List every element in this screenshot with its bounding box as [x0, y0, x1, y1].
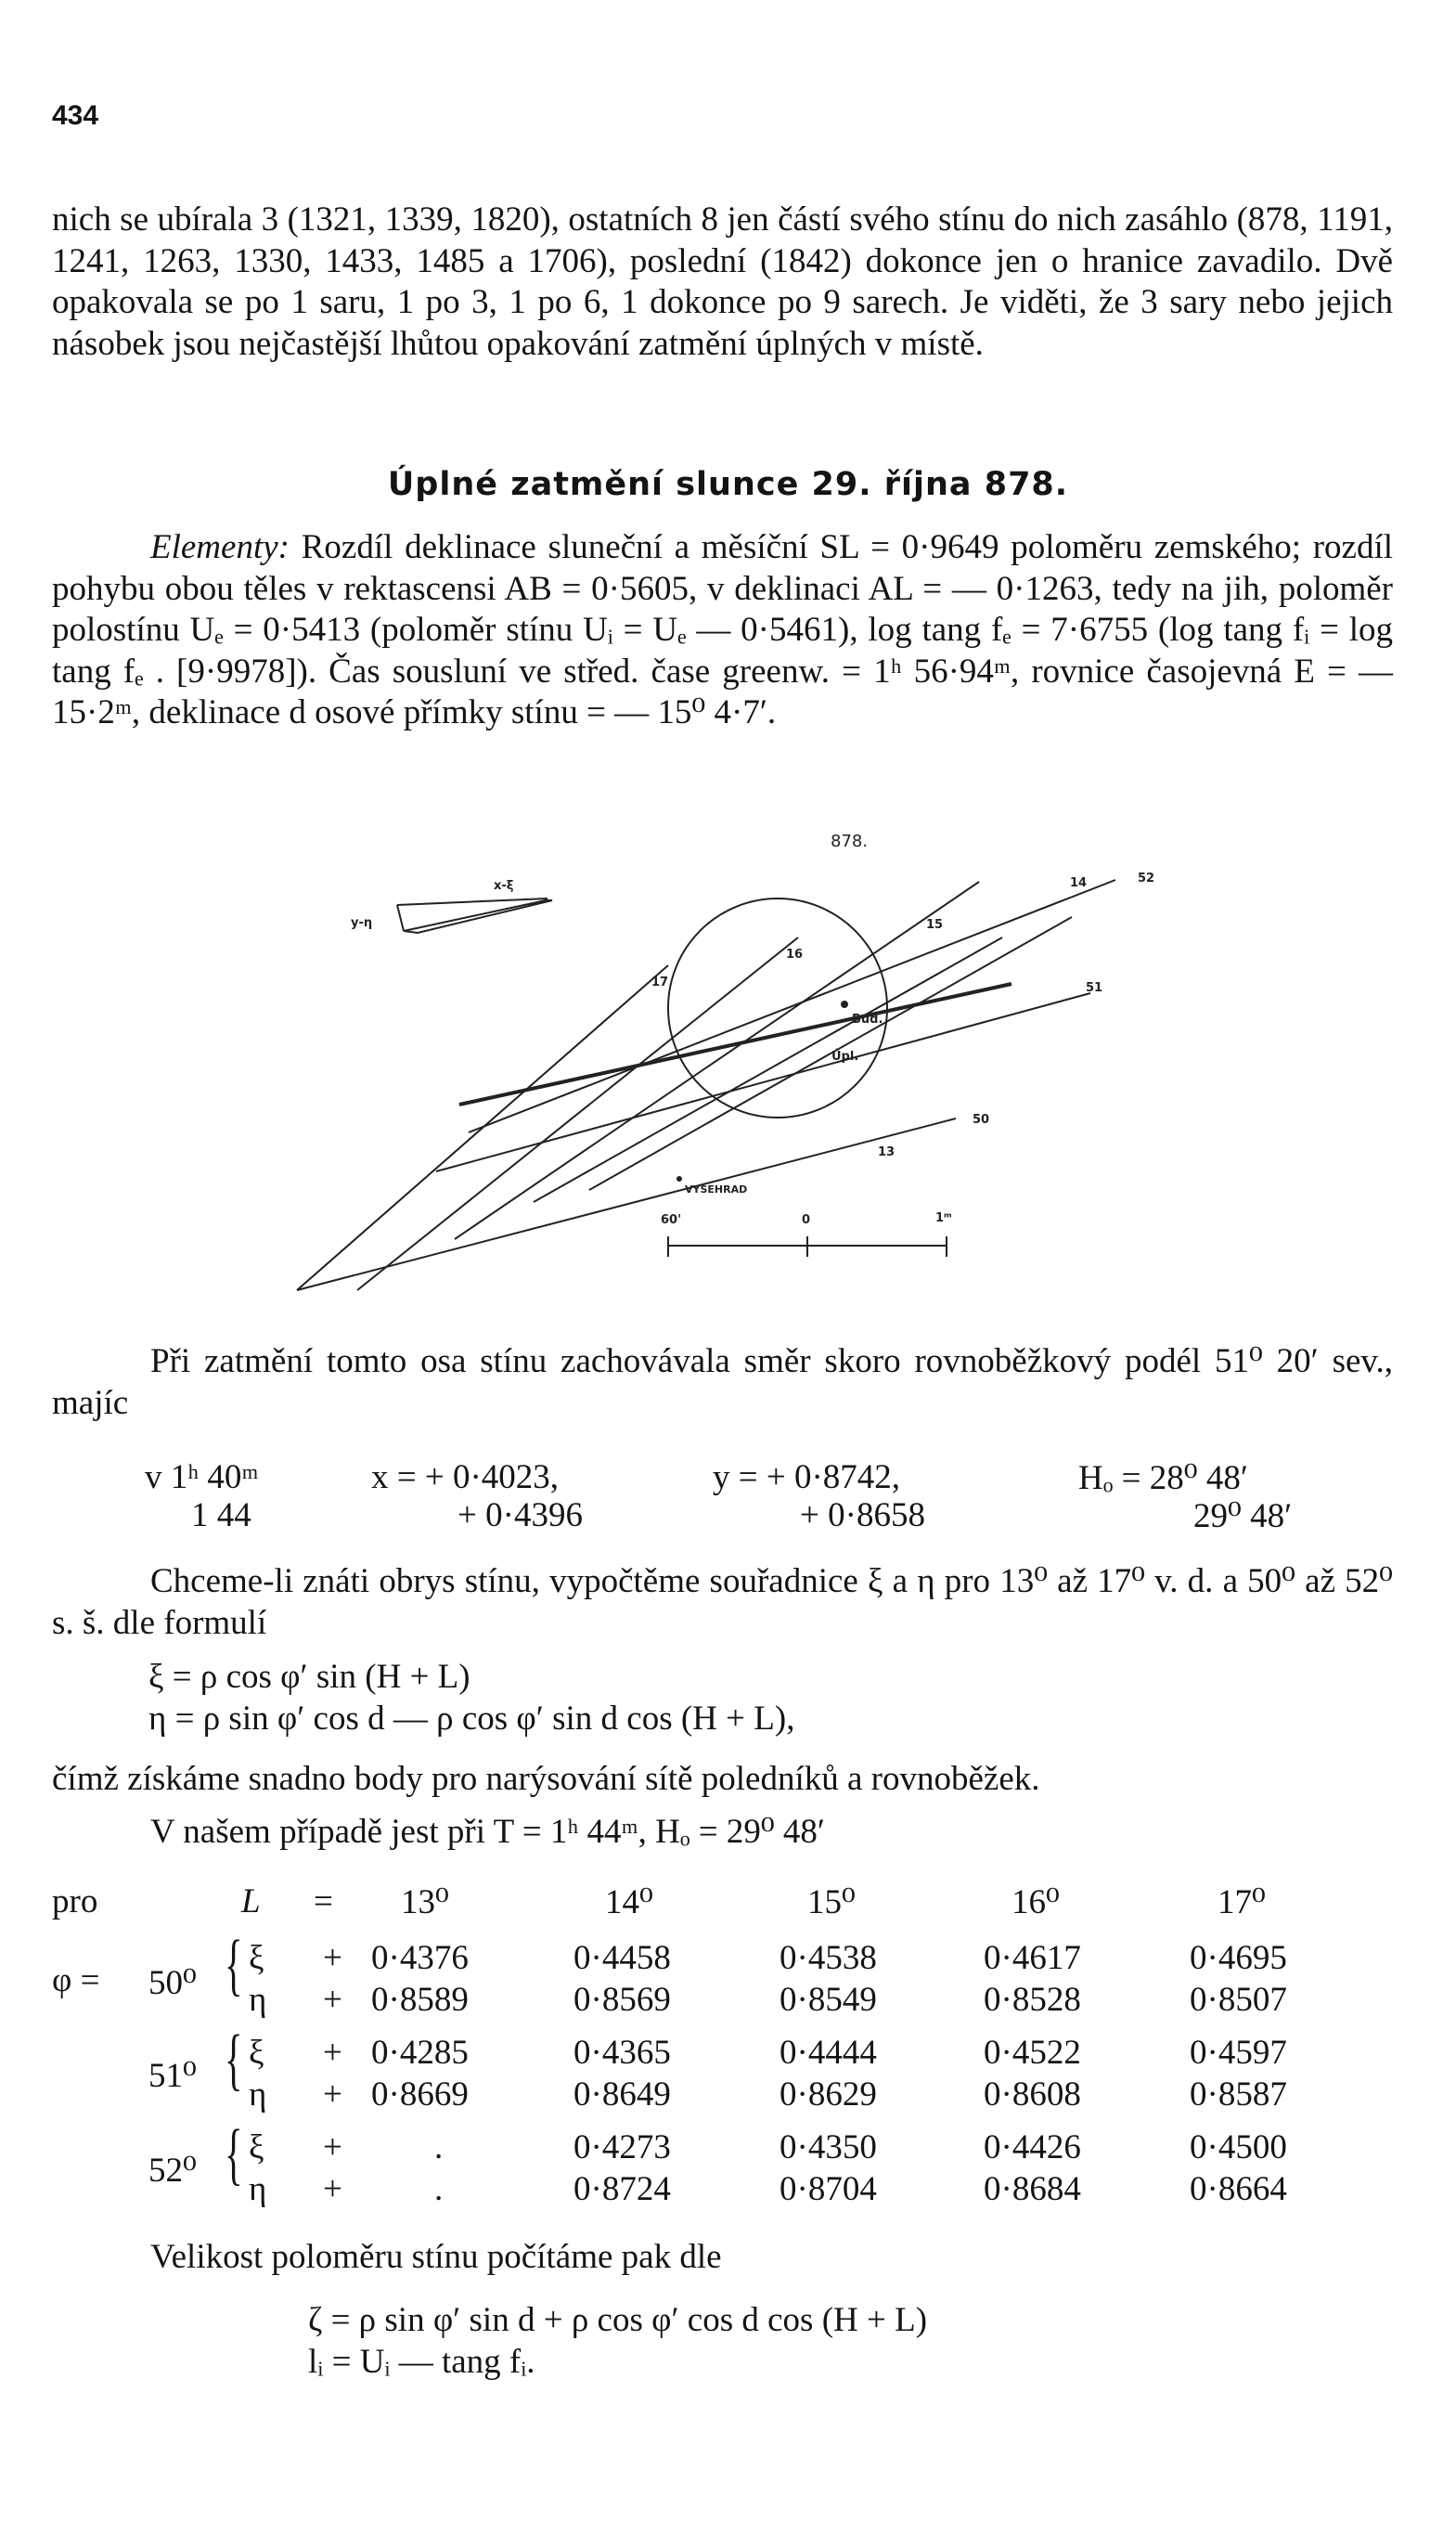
- table-lat-52: 52⁰: [148, 2152, 197, 2190]
- paragraph-case: V našem případě jest při T = 1ʰ 44ᵐ, Hₒ = 29⁰ 48′: [150, 1813, 826, 1851]
- eta-symbol: η: [249, 2170, 267, 2208]
- formula-zeta: ζ = ρ sin φ′ sin d + ρ cos φ′ cos d cos (H + L): [308, 2301, 928, 2339]
- table-cell: 0·8589: [371, 1981, 469, 2019]
- formula-li: lᵢ = Uᵢ — tang fᵢ.: [308, 2343, 535, 2381]
- paragraph-shadow-outline: Chceme-li znáti obrys stínu, vypočtěme souřadnice ξ a η pro 13⁰ až 17⁰ v. d. a 50⁰ až 52⁰ s. š. dle formulí: [52, 1562, 1393, 1642]
- meridian-label-14: 14: [1070, 876, 1088, 890]
- eta-symbol: η: [249, 1981, 267, 2019]
- formula-eta: η = ρ sin φ′ cos d — ρ cos φ′ sin d cos (H + L),: [148, 1700, 795, 1738]
- coord-h: 29⁰ 48′: [1193, 1497, 1293, 1535]
- visibility-circle: [668, 899, 887, 1118]
- page-number: 434: [52, 100, 99, 131]
- parallel-label-52: 52: [1138, 872, 1155, 886]
- sign: +: [323, 2128, 342, 2166]
- table-cell: 0·4426: [984, 2128, 1081, 2166]
- table-cell: 0·4350: [780, 2128, 877, 2166]
- triangle-side: [397, 905, 404, 931]
- coord-row: [145, 1495, 1351, 1536]
- table-cell: 0·8608: [984, 2075, 1081, 2114]
- sign: +: [323, 2170, 342, 2208]
- table-cell: .: [434, 2170, 444, 2208]
- table-cell: 0·4365: [573, 2034, 671, 2072]
- paragraph-elements: [52, 527, 1393, 734]
- scale-label-mid: 0: [802, 1213, 811, 1227]
- table-row-xi-52: [0, 2127, 1456, 2168]
- brace: {: [224, 2022, 243, 2098]
- table-cell: 0·8669: [371, 2075, 469, 2114]
- table-cell: 0·4522: [984, 2034, 1081, 2072]
- table-lat-50: 50⁰: [148, 1964, 197, 2002]
- table-cell: 0·4695: [1190, 1939, 1287, 1977]
- xi-symbol: ξ: [249, 2128, 264, 2166]
- coord-time: v 1ʰ 40ᵐ: [145, 1458, 259, 1496]
- paragraph-radius: Velikost poloměru stínu počítáme pak dle: [150, 2238, 722, 2276]
- table-row-xi-51: [0, 2033, 1456, 2074]
- sign: +: [323, 2075, 342, 2114]
- sign: +: [323, 1939, 342, 1977]
- coord-row: [145, 1457, 1351, 1498]
- table-cell: 0·4597: [1190, 2034, 1287, 2072]
- meridian-13: [589, 917, 1072, 1190]
- budapest-label: Bud.: [852, 1013, 883, 1027]
- table-cell: 0·8704: [780, 2170, 877, 2208]
- meridian-label-15: 15: [926, 918, 944, 932]
- table-cell: 0·8629: [780, 2075, 877, 2114]
- parallel-label-51: 51: [1086, 981, 1103, 995]
- section-heading: Úplné zatmění slunce 29. října 878.: [387, 466, 1069, 503]
- parallel-label-50: 50: [973, 1113, 990, 1127]
- table-phi-label: φ =: [52, 1961, 100, 1999]
- vysehrad-label: VYŠEHRAD: [685, 1183, 748, 1196]
- paragraph-grid-points: čímž získáme snadno body pro narýsování sítě poledníků a rovnoběžek.: [52, 1760, 1040, 1798]
- table-cell: 0·4376: [371, 1939, 469, 1977]
- coord-x: + 0·4396: [457, 1496, 583, 1534]
- table-row-eta-52: [0, 2169, 1456, 2210]
- eta-symbol: η: [249, 2075, 267, 2114]
- table-lat-51: 51⁰: [148, 2057, 197, 2095]
- table-longitude: 16⁰: [1011, 1883, 1060, 1921]
- table-cell: 0·8664: [1190, 2170, 1287, 2208]
- brace: {: [224, 1927, 243, 2003]
- meridian-14: [534, 937, 1002, 1202]
- table-cell: 0·8649: [573, 2075, 671, 2114]
- table-cell: 0·8528: [984, 1981, 1081, 2019]
- table-longitude: 15⁰: [807, 1883, 856, 1921]
- table-cell: 0·8569: [573, 1981, 671, 2019]
- table-cell: 0·8587: [1190, 2075, 1287, 2114]
- paragraph-eclipse-summary: nich se ubírala 3 (1321, 1339, 1820), ostatních 8 jen částí svého stínu do nich zasáhlo (878, 1191, 1241, 1263, 1330, 1433, 1485 a 1706), poslední (1842) dokonce jen o hranice zavadilo. Dvě opakovala se po 1 saru, 1 po 3, 1 po 6, 1 dokonce po 9 sarech. Je viděti, že 3 sary nebo jejich násobek jsou nejčastější lhůtou opakování zatmění úplných v místě.: [52, 200, 1393, 363]
- table-cell: 0·4444: [780, 2034, 877, 2072]
- table-cell: 0·4273: [573, 2128, 671, 2166]
- table-cell: 0·4285: [371, 2034, 469, 2072]
- xi-symbol: ξ: [249, 1939, 264, 1977]
- triangle-figure: [404, 900, 552, 933]
- table-longitude: 17⁰: [1218, 1883, 1266, 1921]
- scale-label-left: 60': [661, 1213, 682, 1227]
- formula-xi: ξ = ρ cos φ′ sin (H + L): [148, 1658, 470, 1696]
- meridian-16: [357, 937, 798, 1290]
- table-cell: .: [434, 2128, 444, 2166]
- table-cell: 0·4617: [984, 1939, 1081, 1977]
- path-label: Úpl.: [831, 1050, 859, 1064]
- coord-y: y = + 0·8742,: [713, 1458, 901, 1496]
- table-row-eta-50: [0, 1980, 1456, 2021]
- elements-text: Rozdíl deklinace sluneční a měsíční SL = 0·9649 poloměru zemského; rozdíl pohybu obou těles v rektascensi AB = 0·5605, v deklinaci AL = — 0·1263, tedy na jih, poloměr polostínu Uₑ = 0·5413 (poloměr stínu Uᵢ = Uₑ — 0·5461), log tang fₑ = 7·6755 (log tang fᵢ = log tang fₑ . [9·9978]). Čas sousluní ve střed. čase greenw. = 1ʰ 56·94ᵐ, rovnice časojevná E = — 15·2ᵐ, deklinace d osové přímky stínu = — 15⁰ 4·7′.: [52, 528, 1394, 731]
- brace: {: [224, 2116, 243, 2192]
- meridian-label-17: 17: [651, 976, 669, 989]
- budapest-dot: [841, 1001, 848, 1008]
- paragraph-axis-direction: Při zatmění tomto osa stínu zachovávala směr skoro rovnoběžkový podél 51⁰ 20′ sev., majíc: [52, 1342, 1393, 1422]
- table-cell: 0·8684: [984, 2170, 1081, 2208]
- table-header-row: [0, 1881, 1456, 1922]
- coord-time: 1 44: [191, 1496, 251, 1534]
- table-longitude: 14⁰: [605, 1883, 653, 1921]
- elements-label: Elementy:: [150, 528, 290, 566]
- sign: +: [323, 1981, 342, 2019]
- figure-caption: 878.: [831, 832, 869, 851]
- table-cell: 0·8549: [780, 1981, 877, 2019]
- table-cell: 0·8507: [1190, 1981, 1287, 2019]
- sign: +: [323, 2034, 342, 2072]
- table-pro-label: pro: [52, 1882, 98, 1920]
- triangle-top-label: x-ξ: [494, 879, 514, 893]
- coord-x: x = + 0·4023,: [371, 1458, 560, 1496]
- coord-y: + 0·8658: [800, 1496, 925, 1534]
- table-cell: 0·4458: [573, 1939, 671, 1977]
- table-cell: 0·4500: [1190, 2128, 1287, 2166]
- meridian-label-16: 16: [786, 948, 804, 962]
- coord-h: Hₒ = 28⁰ 48′: [1078, 1459, 1248, 1497]
- vysehrad-dot: [676, 1176, 682, 1182]
- table-eq: =: [314, 1882, 333, 1920]
- eclipse-diagram: [278, 808, 1197, 1309]
- meridian-label-13: 13: [878, 1145, 896, 1159]
- table-row-xi-50: [0, 1938, 1456, 1979]
- table-L-label: L: [241, 1882, 261, 1920]
- table-longitude: 13⁰: [401, 1883, 449, 1921]
- central-line: [459, 984, 1011, 1105]
- table-cell: 0·8724: [573, 2170, 671, 2208]
- table-cell: 0·4538: [780, 1939, 877, 1977]
- central-line-start: [459, 1097, 492, 1105]
- scale-label-right: 1ᵐ: [935, 1211, 952, 1225]
- table-row-eta-51: [0, 2075, 1456, 2115]
- parallel-52: [469, 880, 1115, 1132]
- xi-symbol: ξ: [249, 2034, 264, 2072]
- triangle-left-label: y-η: [351, 916, 373, 930]
